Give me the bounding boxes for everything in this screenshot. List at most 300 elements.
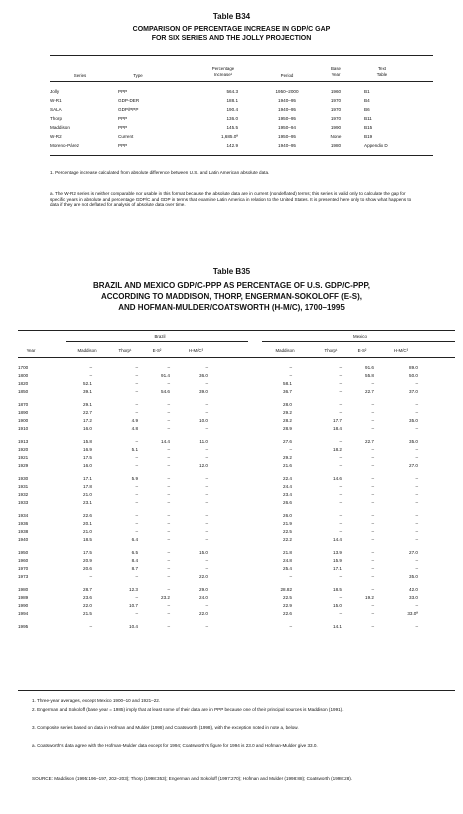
b35-cell: – [371, 402, 374, 407]
b35-cell: 89.0 [409, 365, 418, 370]
b35-cell: – [415, 402, 418, 407]
b34-cell-pct: 564.3 [226, 89, 238, 94]
b34-header-period: Period [280, 73, 294, 78]
b35-header-col: Maddison [77, 348, 97, 353]
b35-cell: 21.9 [283, 521, 292, 527]
b35-cell: 37.0 [409, 389, 418, 395]
b34-cell-pct: 136.0 [226, 116, 238, 121]
b35-cell: – [339, 439, 342, 444]
b35-cell: – [167, 587, 170, 592]
b35-cell: – [205, 447, 208, 453]
b35-cell: 15.0 [199, 550, 208, 555]
b35-cell: 17.8 [83, 484, 92, 490]
b35-cell: 42.0 [409, 587, 418, 592]
b34-cell-pct: 188.1 [226, 98, 238, 103]
b35-cell: – [339, 513, 342, 518]
b35-row-year: 1938 [18, 529, 29, 535]
b35-group-mexico: Mexico [353, 334, 367, 339]
b35-cell: – [135, 513, 138, 518]
b34-cell-period: 1940–95 [278, 143, 296, 148]
b34-cell-type: PPP [118, 125, 128, 130]
b35-cell: 16.9 [83, 447, 92, 453]
b35-cell: 24.4 [283, 484, 292, 490]
b35-cell: – [167, 603, 170, 609]
b35-cell: – [371, 624, 374, 629]
b34-cell-series: Moreno-Párez [50, 143, 80, 148]
b35-cell: – [371, 566, 374, 572]
b35-cell: 18.5 [333, 587, 342, 592]
b35-cell: 17.1 [333, 566, 342, 572]
b35-cell: – [135, 500, 138, 506]
b35-cell: – [135, 574, 138, 580]
b34-header-text-2: Table [376, 72, 388, 77]
b35-cell: – [205, 513, 208, 518]
b35-cell: 28.9 [283, 426, 292, 432]
b34-cell-period: 1940–95 [278, 107, 296, 112]
b35-brazil-rule [66, 341, 248, 342]
b35-cell: 20.9 [83, 558, 92, 564]
b35-cell: 29.0 [199, 587, 208, 592]
b35-header-col: Thorp¹ [118, 348, 132, 353]
b35-cell: – [89, 365, 92, 370]
b35-cell: 50.0 [409, 373, 418, 379]
b35-cell: 17.7 [333, 418, 342, 424]
b34-cell-base: 1960 [330, 89, 342, 94]
b35-cell: 33.0 [409, 595, 418, 601]
b35-cell: 4.8 [131, 426, 138, 432]
b35-cell: – [167, 426, 170, 432]
b35-cell: – [205, 426, 208, 432]
b35-cell: 54.6 [161, 389, 170, 395]
b35-cell: – [339, 373, 342, 379]
b35-cell: 8.4 [131, 558, 138, 564]
b35-cell: 23.6 [83, 595, 92, 601]
b35-cell: – [339, 389, 342, 395]
b35-cell: – [135, 410, 138, 416]
b35-cell: – [339, 611, 342, 617]
b35-cell: 22.7 [365, 439, 374, 444]
b35-cell: 29.2 [283, 410, 292, 416]
b35-cell: – [167, 418, 170, 424]
b35-cell: 24.8 [283, 558, 292, 564]
b35-cell: – [289, 447, 292, 453]
b35-cell: – [205, 500, 208, 506]
b35-cell: – [167, 484, 170, 490]
b35-row-year: 1994 [18, 611, 29, 617]
b35-cell: 18.4 [333, 426, 342, 432]
b35-source: SOURCE: Maddison (1995:196–197, 202–203); Thorp (1998:353); Engerman and Sokoloff (1997:270); Hofman and Mulder (1998:88); Coatsworth (1998:28). [32, 776, 353, 781]
b35-note: a. Coatsworth's data agree with the Hofman-Mulder data except for 1994; Coatsworth's figure for 1994 is 23.0 and Hofman-Mulder give 33.0. [32, 743, 318, 748]
b35-note: 3. Composite series based on data in Hofman and Mulder (1998) and Coatsworth (1998), with the exception noted in note a, below. [32, 725, 299, 730]
b35-cell: – [205, 624, 208, 629]
b35-cell: 5.9 [131, 476, 138, 481]
b35-cell: – [135, 373, 138, 379]
b35-cell: – [289, 624, 292, 629]
b35-cell: 14.1 [333, 624, 342, 629]
b35-cell: 17.5 [83, 455, 92, 461]
b35-mexico-rule [262, 341, 455, 342]
b34-cell-series: SALA [50, 107, 62, 112]
b35-cell: 28.2 [283, 418, 292, 424]
b34-cell-text: B4 [364, 98, 370, 103]
b35-cell: – [371, 513, 374, 518]
b35-cell: 16.0 [83, 463, 92, 469]
b35-cell: 27.6 [283, 439, 292, 444]
b35-cell: 14.6 [333, 476, 342, 481]
b35-note: 2. Engerman and Sokoloff (base year = 1985) imply that at least some of their data are in PPP because one of their principal sources is Maddison (1991). [32, 707, 344, 712]
b35-cell: – [167, 381, 170, 387]
b35-cell: 39.0 [199, 389, 208, 395]
b35-cell: 18.2 [333, 447, 342, 453]
b35-header-col: E-S² [152, 348, 162, 353]
b35-cell: – [167, 455, 170, 461]
b35-cell: – [339, 484, 342, 490]
b35-cell: – [415, 603, 418, 609]
b35-cell: – [371, 418, 374, 424]
b35-row-year: 1920 [18, 447, 29, 453]
b35-row-year: 1900 [18, 418, 29, 424]
b35-cell: 22.6 [83, 513, 92, 518]
b35-cell: – [167, 402, 170, 407]
b35-cell: 29.1 [83, 402, 92, 407]
b35-header-rule [18, 357, 455, 358]
b35-cell: – [371, 381, 374, 387]
b35-cell: 23.2 [161, 595, 170, 601]
b35-cell: – [415, 529, 418, 535]
b35-header-col: E-S² [357, 348, 367, 353]
b34-bottom-rule [50, 155, 433, 156]
b35-cell: 5.1 [131, 447, 138, 453]
b35-cell: – [371, 550, 374, 555]
b35-cell: – [205, 558, 208, 564]
b35-cell: 20.1 [83, 521, 92, 527]
b35-cell: 17.1 [83, 476, 92, 481]
b35-cell: – [415, 521, 418, 527]
b35-cell: – [371, 611, 374, 617]
b35-cell: – [415, 455, 418, 461]
b35-cell: – [167, 492, 170, 498]
b35-cell: – [167, 537, 170, 543]
b35-cell: – [339, 381, 342, 387]
b35-cell: – [339, 455, 342, 461]
b35-row-year: 1989 [18, 595, 29, 601]
b35-row-year: 1850 [18, 389, 29, 395]
table-b34-title-line1: COMPARISON OF PERCENTAGE INCREASE IN GDP/C GAP [132, 26, 331, 33]
b35-cell: – [135, 365, 138, 370]
b35-row-year: 1933 [18, 500, 29, 506]
b35-cell: – [415, 566, 418, 572]
b34-cell-type: PPP [118, 89, 128, 94]
b35-cell: – [205, 537, 208, 543]
b35-cell: 21.0 [83, 492, 92, 498]
b34-cell-type: GDP/PPP [118, 107, 139, 112]
b35-cell: – [371, 500, 374, 506]
b35-cell: – [371, 455, 374, 461]
b35-row-year: 1921 [18, 455, 29, 461]
b34-header-type: Type [133, 73, 143, 78]
table-b35-title-line3: AND HOFMAN-MULDER/COATSWORTH (H-M/C), 1700–1995 [118, 303, 345, 312]
b35-cell: – [205, 566, 208, 572]
b35-cell: – [167, 521, 170, 527]
b35-header-year: Year [26, 348, 36, 353]
b35-cell: – [167, 574, 170, 580]
b35-cell: 8.7 [131, 566, 138, 572]
b35-cell: – [339, 410, 342, 416]
b35-cell: – [339, 500, 342, 506]
b34-cell-series: W-R2 [50, 134, 62, 139]
b34-header-pct-2: Increase¹ [213, 72, 233, 77]
b34-cell-pct: 190.4 [226, 107, 238, 112]
b35-cell: – [371, 484, 374, 490]
b35-cell: 20.6 [83, 566, 92, 572]
b34-cell-text: B15 [364, 125, 373, 130]
b35-note: 1. Three-year averages, except Mexico 1900–10 and 1921–22. [32, 698, 161, 703]
b35-cell: 14.4 [333, 537, 342, 543]
b35-cell: – [289, 373, 292, 379]
b35-cell: 14.4 [161, 439, 170, 444]
b35-cell: – [167, 566, 170, 572]
b35-cell: – [339, 492, 342, 498]
b35-cell: – [167, 365, 170, 370]
b35-cell: – [205, 476, 208, 481]
b35-cell: 12.0 [199, 463, 208, 469]
b34-header-series: Series [73, 73, 87, 78]
b35-group-brazil: Brazil [154, 334, 166, 339]
b35-row-year: 1970 [18, 566, 29, 572]
b35-row-year: 1980 [18, 587, 29, 592]
b35-row-year: 1870 [18, 402, 29, 407]
b34-cell-period: 1950–95 [278, 134, 296, 139]
b35-header-col: Maddison [275, 348, 295, 353]
b34-cell-pct: 145.5 [226, 125, 238, 130]
b35-bottom-rule [18, 690, 455, 691]
b35-cell: 22.0 [199, 611, 208, 617]
b35-cell: 22.7 [83, 410, 92, 416]
b35-cell: – [167, 410, 170, 416]
b34-top-rule [50, 55, 433, 56]
b35-cell: 33.0ª [407, 611, 418, 617]
b35-cell: – [205, 402, 208, 407]
b35-cell: 26.6 [283, 500, 292, 506]
b35-cell: 12.3 [129, 587, 138, 592]
b35-cell: – [339, 402, 342, 407]
b35-cell: – [205, 410, 208, 416]
b35-row-year: 1800 [18, 373, 29, 379]
b35-cell: 39.1 [83, 389, 92, 395]
b35-cell: 17.2 [83, 418, 92, 424]
b35-cell: – [135, 484, 138, 490]
b35-cell: 17.5 [83, 550, 92, 555]
b34-cell-series: Thorp [50, 116, 63, 121]
b34-note-1: 1. Percentage increase calculated from absolute difference between U.S. and Latin American absolute data. [50, 170, 270, 175]
b35-cell: 22.2 [283, 537, 292, 543]
b35-row-year: 1940 [18, 537, 29, 543]
b35-cell: – [339, 463, 342, 469]
b35-row-year: 1995 [18, 624, 29, 629]
b34-cell-type: Current [118, 134, 134, 139]
b35-cell: – [371, 521, 374, 527]
b35-cell: – [167, 550, 170, 555]
b34-note-a: a. The W-R2 series is neither comparable nor usable in this format because the absolute data are in current (nondeflated) terms; this series is valid only to calculate the gap for specific years in absolute and percentage GDP/C and GDP in terms that examine Latin America in relation to the United States. It is presented here only to show what happens to data if they are not deflated for analysis of absolute data over time. [50, 191, 412, 208]
b34-cell-text: B11 [364, 116, 372, 121]
b35-cell: 15.8 [83, 439, 92, 444]
b35-cell: 21.8 [283, 550, 292, 555]
b34-cell-base: None [330, 134, 342, 139]
b35-cell: 4.9 [131, 418, 138, 424]
b35-cell: – [371, 537, 374, 543]
b35-cell: 21.5 [83, 611, 92, 617]
b35-cell: 22.4 [283, 476, 292, 481]
b35-cell: – [167, 500, 170, 506]
b34-header-pct-1: Percentage [211, 66, 235, 71]
b35-cell: 23.1 [83, 500, 92, 506]
b35-cell: – [167, 611, 170, 617]
b35-cell: – [167, 513, 170, 518]
b34-cell-base: 1980 [330, 143, 342, 148]
b35-cell: – [371, 463, 374, 469]
b35-row-year: 1890 [18, 410, 29, 416]
b35-cell: 22.7 [365, 389, 374, 395]
b35-cell: 91.6 [365, 365, 374, 370]
b35-cell: – [205, 521, 208, 527]
b35-cell: 35.0 [409, 574, 418, 580]
b35-cell: – [415, 410, 418, 416]
b35-cell: 13.9 [333, 550, 342, 555]
b35-cell: – [135, 463, 138, 469]
b35-cell: – [371, 587, 374, 592]
b34-cell-period: 1940–95 [278, 98, 296, 103]
b35-cell: – [89, 574, 92, 580]
b35-cell: – [371, 603, 374, 609]
b35-row-year: 1990 [18, 603, 29, 609]
b35-cell: – [205, 484, 208, 490]
b35-cell: – [205, 529, 208, 535]
b35-cell: 35.0 [409, 418, 418, 424]
b35-cell: – [415, 513, 418, 518]
b35-cell: 52.1 [83, 381, 92, 387]
table-b34-number: Table B34 [212, 12, 251, 21]
b35-cell: 55.8 [365, 373, 374, 379]
b34-cell-text: B6 [364, 107, 370, 112]
b35-cell: – [135, 439, 138, 444]
b35-cell: 15.9 [333, 558, 342, 564]
b35-cell: 22.6 [283, 611, 292, 617]
b35-cell: 21.0 [83, 529, 92, 535]
b35-cell: – [135, 521, 138, 527]
b35-cell: – [339, 521, 342, 527]
b35-cell: – [89, 624, 92, 629]
b34-cell-period: 1950–95 [278, 116, 296, 121]
b35-cell: 6.4 [131, 537, 138, 543]
b35-cell: 21.6 [283, 463, 292, 469]
b35-cell: – [135, 611, 138, 617]
b35-cell: – [135, 595, 138, 601]
b35-cell: – [289, 574, 292, 580]
b34-cell-base: 1970 [330, 98, 342, 103]
b35-cell: – [135, 402, 138, 407]
b35-header-col: H-M/C³ [393, 348, 409, 353]
b35-cell: 23.4 [283, 492, 292, 498]
b34-cell-pct: 1,685.0ª [220, 134, 238, 139]
b34-cell-base: 1970 [330, 116, 342, 121]
b35-cell: – [135, 492, 138, 498]
b35-cell: – [339, 529, 342, 535]
b35-cell: 22.9 [283, 603, 292, 609]
b34-cell-text: B1 [364, 89, 370, 94]
b35-row-year: 1820 [18, 381, 29, 387]
b34-cell-period: 1950–2000 [275, 89, 299, 94]
b35-cell: – [205, 381, 208, 387]
b35-row-year: 1934 [18, 513, 29, 518]
b35-row-year: 1931 [18, 484, 29, 490]
b34-header-base-2: Year [331, 72, 341, 77]
b35-cell: – [371, 558, 374, 564]
b35-cell: 91.4 [161, 373, 170, 379]
b35-cell: 28.7 [83, 587, 92, 592]
b35-row-year: 1913 [18, 439, 29, 444]
table-b35-title-line1: BRAZIL AND MEXICO GDP/C-PPP AS PERCENTAGE OF U.S. GDP/C-PPP, [92, 281, 371, 290]
b35-cell: 36.0 [199, 373, 208, 379]
b35-row-year: 1932 [18, 492, 29, 498]
b34-cell-type: GDP-DER [118, 98, 140, 103]
b35-row-year: 1950 [18, 550, 29, 555]
b35-cell: 6.5 [131, 550, 138, 555]
b34-cell-type: PPP [118, 116, 128, 121]
b35-cell: – [289, 365, 292, 370]
b34-header-text-1: Text [377, 66, 387, 71]
b35-cell: 36.7 [283, 389, 292, 395]
b35-cell: – [415, 500, 418, 506]
b35-cell: – [135, 455, 138, 461]
b35-cell: – [415, 624, 418, 629]
b35-top-rule [18, 330, 455, 331]
b35-cell: – [167, 476, 170, 481]
b35-cell: 19.2 [365, 595, 374, 601]
b35-cell: – [415, 447, 418, 453]
b35-cell: – [205, 365, 208, 370]
b35-cell: – [415, 558, 418, 564]
table-b35-title-line2: ACCORDING TO MADDISON, THORP, ENGERMAN-SOKOLOFF (E-S), [100, 292, 363, 301]
b34-cell-text: B19 [364, 134, 373, 139]
b34-cell-series: Maddison [50, 125, 70, 130]
b35-cell: – [339, 574, 342, 580]
b34-cell-period: 1950–94 [278, 125, 296, 130]
b35-row-year: 1960 [18, 558, 29, 564]
b35-row-year: 1910 [18, 426, 29, 432]
b35-cell: 15.0 [333, 603, 342, 609]
b35-cell: 28.0 [283, 402, 292, 407]
b35-row-year: 1700 [18, 365, 29, 370]
b35-cell: 11.0 [199, 439, 208, 444]
b35-header-col: Thorp¹ [324, 348, 338, 353]
b35-cell: 22.5 [283, 595, 292, 601]
b34-cell-type: PPP [118, 143, 128, 148]
b35-cell: – [415, 426, 418, 432]
b35-cell: 22.5 [283, 529, 292, 535]
b35-cell: – [371, 426, 374, 432]
b35-header-col: H-M/C³ [188, 348, 204, 353]
b34-cell-series: Jolly [50, 89, 60, 94]
b34-cell-base: 1970 [330, 107, 342, 112]
b35-cell: – [371, 476, 374, 481]
b35-cell: 58.1 [283, 381, 292, 387]
b35-row-year: 1936 [18, 521, 29, 527]
b35-cell: – [205, 455, 208, 461]
b35-cell: – [135, 381, 138, 387]
b35-cell: – [167, 463, 170, 469]
b34-cell-base: 1990 [330, 125, 342, 130]
b35-cell: 28.82 [280, 587, 292, 592]
